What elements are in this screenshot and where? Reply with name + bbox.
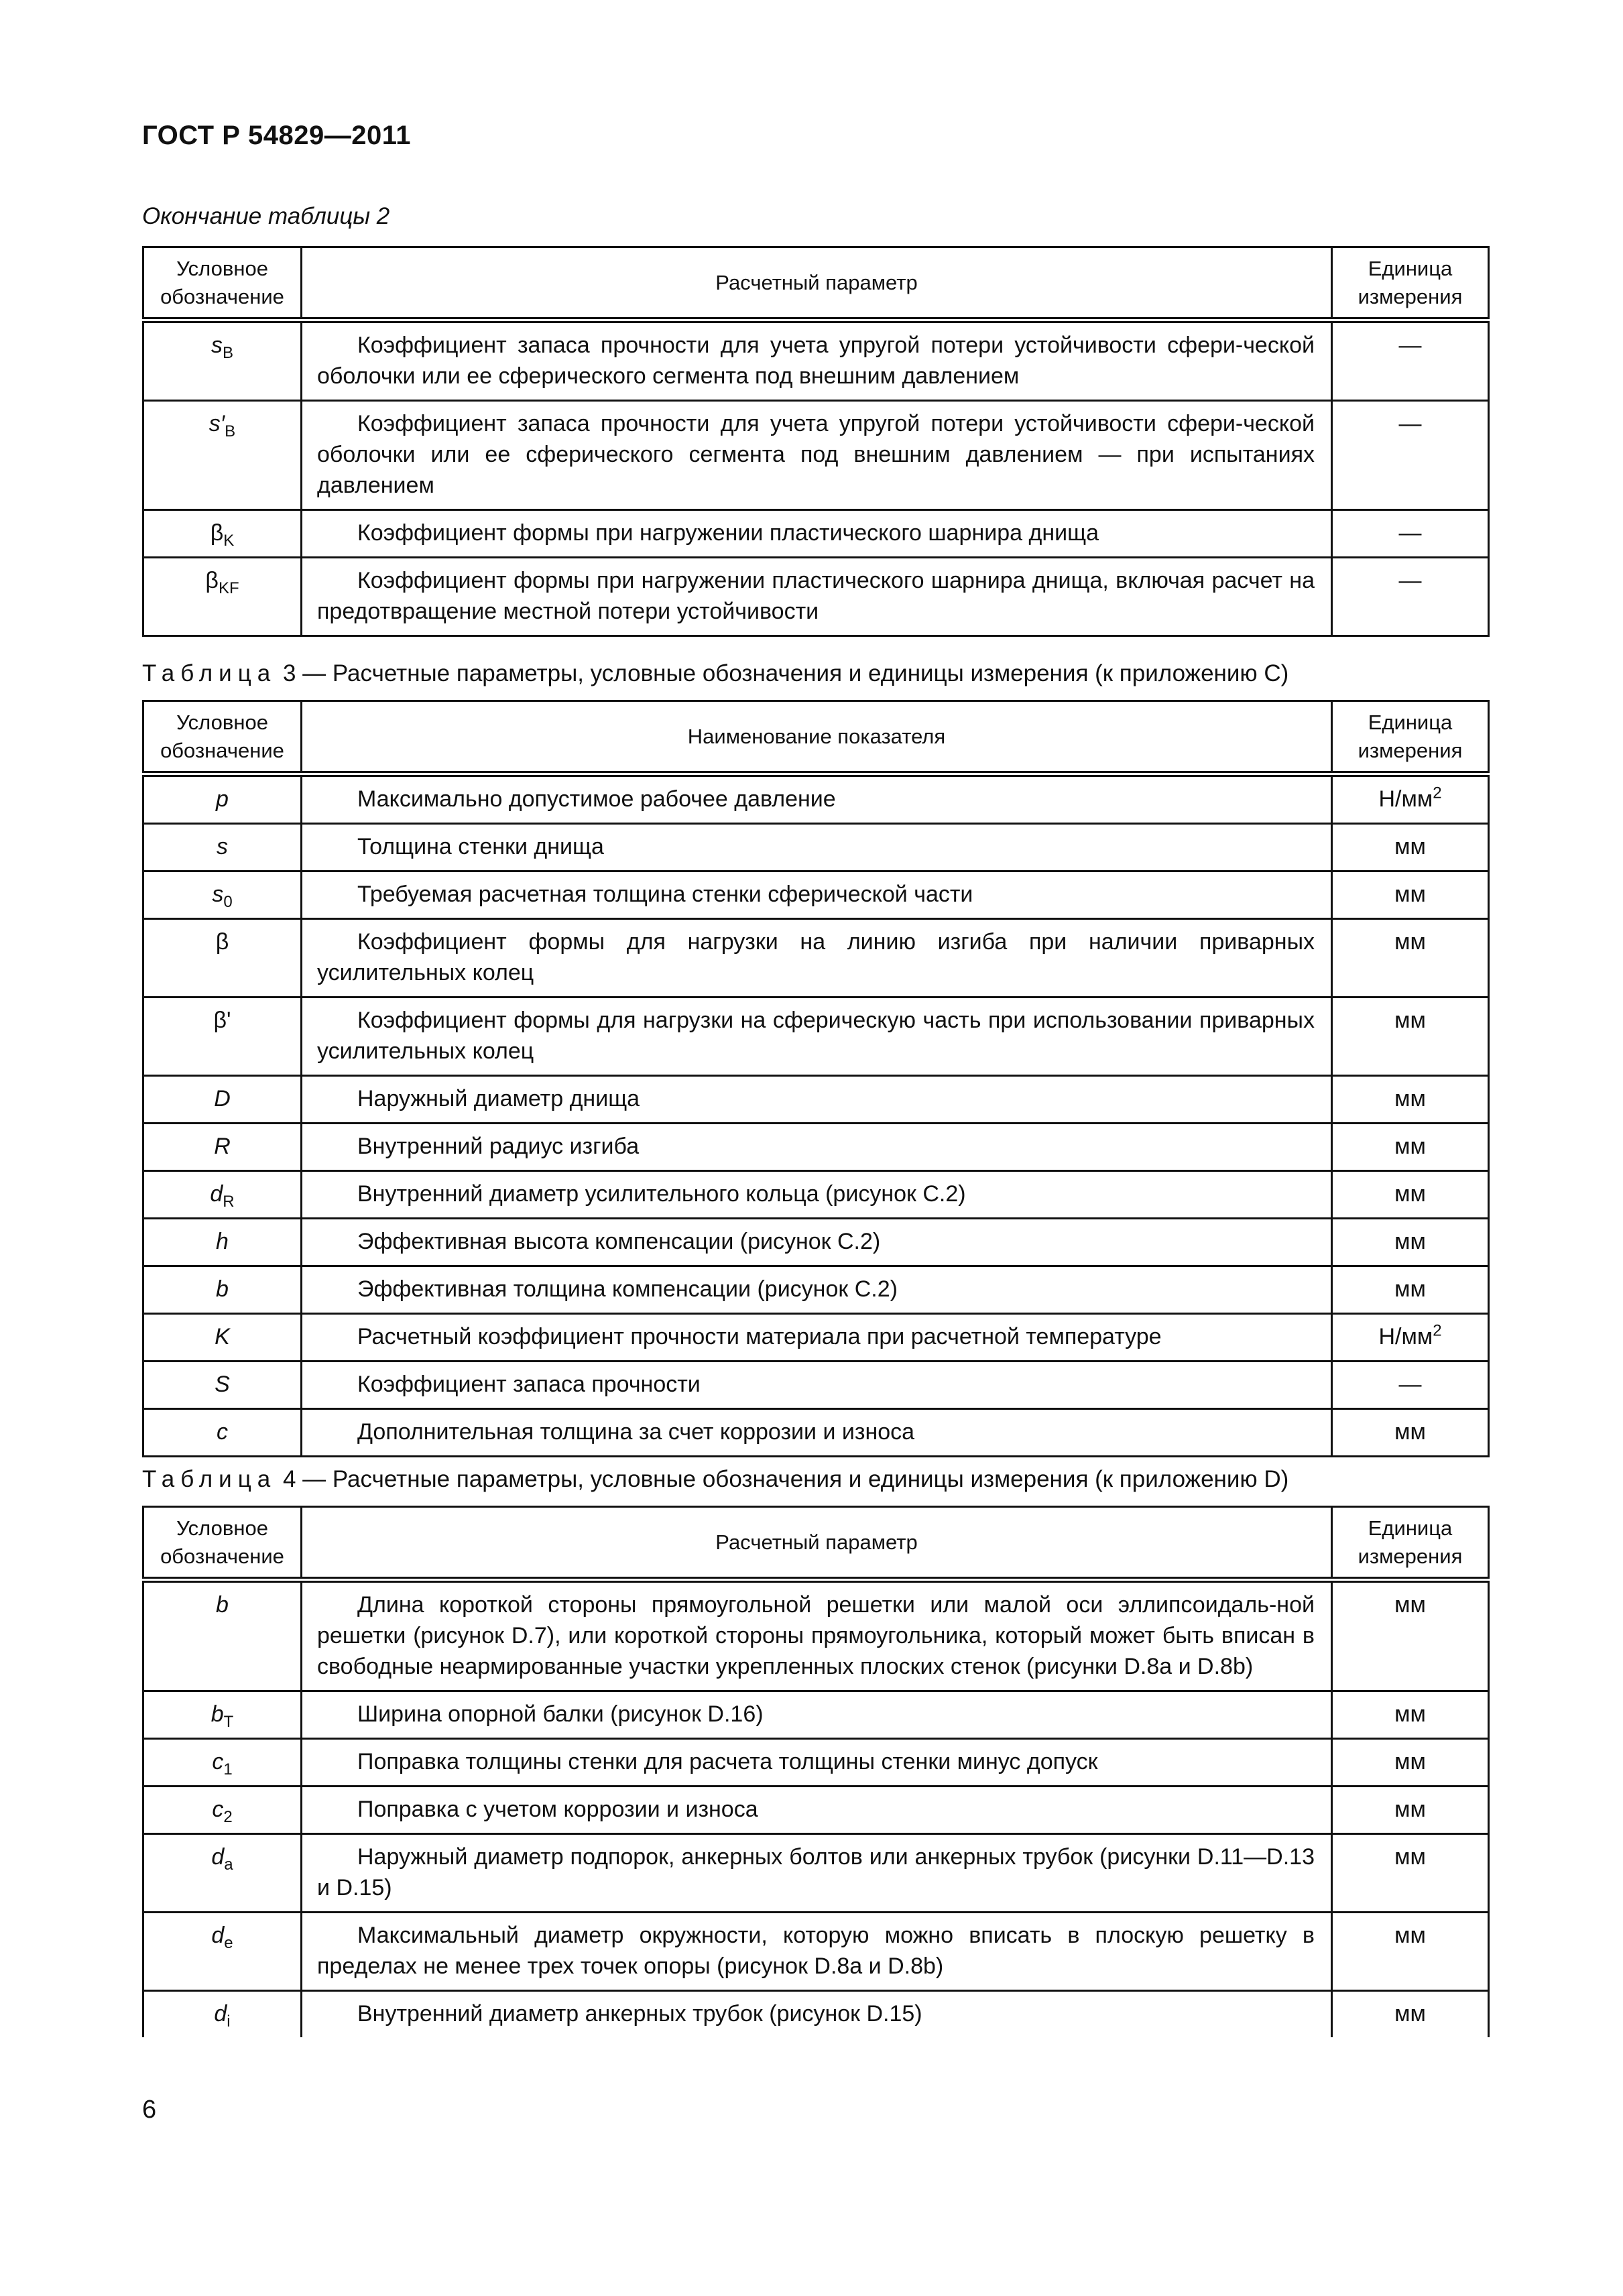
unit-cell: мм [1332,1076,1489,1124]
unit-cell: мм [1332,1739,1489,1787]
table-row [143,871,1489,919]
table2-header-row [143,247,1489,320]
param-cell: Коэффициент формы при нагружении пластического шарнира днища [302,510,1332,558]
symbol-cell: $\beta_K$ [143,510,302,558]
table2 [142,246,1490,637]
symbol-cell: $s_0$ [143,871,302,919]
unit-cell: мм [1332,1171,1489,1219]
unit-cell: — [1332,558,1489,636]
symbol-cell: c [143,1409,302,1457]
table4-header-row [143,1507,1489,1580]
symbol-cell: β' [143,998,302,1076]
symbol-cell: $d_i$ [143,1991,302,2038]
table-row [143,1739,1489,1787]
table-row [143,1913,1489,1991]
table3-header-row [143,701,1489,774]
table4-caption [142,1466,1288,1493]
table2-caption: Окончание таблицы 2 [142,203,390,229]
symbol-cell: p [143,774,302,824]
param-cell: Максимальный диаметр окружности, которую можно вписать в плоскую решетку в пределах не менее трех точек опоры (рисунок D.8a и D.8b) [302,1913,1332,1991]
table4 [142,1506,1490,2037]
page-number: 6 [142,2096,157,2124]
unit-cell: — [1332,401,1489,510]
param-cell: Внутренний радиус изгиба [302,1124,1332,1171]
table-row [143,1266,1489,1314]
param-cell: Коэффициент запаса прочности для учета упругой потери устойчивости сфери-ческой оболочки или ее сферического сегмента под внешним давлением [302,320,1332,401]
param-cell: Требуемая расчетная толщина стенки сферической части [302,871,1332,919]
unit-cell: мм [1332,1787,1489,1834]
unit-cell: мм [1332,1580,1489,1691]
param-cell: Наружный диаметр подпорок, анкерных болтов или анкерных трубок (рисунки D.11—D.13 и D.15) [302,1834,1332,1913]
table3-caption-label: Таблица [142,660,277,686]
param-cell: Поправка с учетом коррозии и износа [302,1787,1332,1834]
param-cell: Длина короткой стороны прямоугольной решетки или малой оси эллипсоидаль-ной решетки (рисунок D.7), или короткой стороны прямоугольника, который может быть вписан в свободные неармированные участки укрепленных плоских стенок (рисунки D.8a и D.8b) [302,1580,1332,1691]
table-row [143,1991,1489,2038]
symbol-cell: s [143,824,302,871]
header-unit: Единица измерения [1332,247,1489,320]
table-row [143,998,1489,1076]
table-row [143,1834,1489,1913]
table-row [143,1219,1489,1266]
unit-cell: мм [1332,1266,1489,1314]
param-cell: Внутренний диаметр усилительного кольца (рисунок С.2) [302,1171,1332,1219]
table-row [143,919,1489,998]
header-param: Расчетный параметр [302,1507,1332,1580]
unit-cell: $Н/мм^2$ [1332,1314,1489,1362]
symbol-cell: β [143,919,302,998]
table-row [143,1580,1489,1691]
param-cell: Коэффициент формы при нагружении пластического шарнира днища, включая расчет на предотвращение местной потери устойчивости [302,558,1332,636]
symbol-cell: D [143,1076,302,1124]
param-cell: Эффективная толщина компенсации (рисунок С.2) [302,1266,1332,1314]
symbol-cell: $s'_B$ [143,401,302,510]
symbol-cell: K [143,1314,302,1362]
table-row [143,1314,1489,1362]
document-id: ГОСТ Р 54829—2011 [142,121,411,150]
unit-cell: — [1332,320,1489,401]
header-symbol: Условное обозначение [143,701,302,774]
header-unit: Единица измерения [1332,701,1489,774]
unit-cell: мм [1332,871,1489,919]
unit-cell: — [1332,1362,1489,1409]
table-row [143,774,1489,824]
table4-caption-label: Таблица [142,1466,277,1492]
symbol-cell: $d_a$ [143,1834,302,1913]
param-cell: Дополнительная толщина за счет коррозии и износа [302,1409,1332,1457]
symbol-cell: $d_e$ [143,1913,302,1991]
unit-cell: мм [1332,1124,1489,1171]
symbol-cell: $d_R$ [143,1171,302,1219]
table-row [143,558,1489,636]
table-row [143,1691,1489,1739]
symbol-cell: R [143,1124,302,1171]
symbol-cell: S [143,1362,302,1409]
unit-cell: мм [1332,1991,1489,2038]
table3-caption [142,660,1288,687]
table3-caption-text: 3 — Расчетные параметры, условные обозначения и единицы измерения (к приложению С) [276,660,1289,686]
unit-cell: $Н/мм^2$ [1332,774,1489,824]
param-cell: Толщина стенки днища [302,824,1332,871]
param-cell: Наружный диаметр днища [302,1076,1332,1124]
param-cell: Коэффициент формы для нагрузки на линию изгиба при наличии приварных усилительных колец [302,919,1332,998]
unit-cell: мм [1332,919,1489,998]
table4-caption-text: 4 — Расчетные параметры, условные обозначения и единицы измерения (к приложению D) [276,1466,1289,1492]
table-row [143,510,1489,558]
header-symbol: Условное обозначение [143,247,302,320]
param-cell: Коэффициент запаса прочности [302,1362,1332,1409]
unit-cell: мм [1332,1691,1489,1739]
symbol-cell: $c_1$ [143,1739,302,1787]
unit-cell: — [1332,510,1489,558]
unit-cell: мм [1332,1409,1489,1457]
unit-cell: мм [1332,1834,1489,1913]
table-row [143,401,1489,510]
param-cell: Эффективная высота компенсации (рисунок С.2) [302,1219,1332,1266]
symbol-cell: b [143,1580,302,1691]
table-row [143,1076,1489,1124]
table-row [143,1124,1489,1171]
header-unit: Единица измерения [1332,1507,1489,1580]
symbol-cell: h [143,1219,302,1266]
unit-cell: мм [1332,824,1489,871]
param-cell: Внутренний диаметр анкерных трубок (рисунок D.15) [302,1991,1332,2038]
table-row [143,1362,1489,1409]
unit-cell: мм [1332,1913,1489,1991]
symbol-cell: $c_2$ [143,1787,302,1834]
symbol-cell: b [143,1266,302,1314]
unit-cell: мм [1332,998,1489,1076]
table-row [143,320,1489,401]
param-cell: Расчетный коэффициент прочности материала при расчетной температуре [302,1314,1332,1362]
param-cell: Коэффициент формы для нагрузки на сферическую часть при использовании приварных усилительных колец [302,998,1332,1076]
unit-cell: мм [1332,1219,1489,1266]
symbol-cell: $b_T$ [143,1691,302,1739]
symbol-cell: $\beta_{KF}$ [143,558,302,636]
table-row [143,824,1489,871]
header-symbol: Условное обозначение [143,1507,302,1580]
param-cell: Коэффициент запаса прочности для учета упругой потери устойчивости сфери-ческой оболочки или ее сферического сегмента под внешним давлением — при испытаниях давлением [302,401,1332,510]
symbol-cell: $s_B$ [143,320,302,401]
param-cell: Ширина опорной балки (рисунок D.16) [302,1691,1332,1739]
param-cell: Поправка толщины стенки для расчета толщины стенки минус допуск [302,1739,1332,1787]
param-cell: Максимально допустимое рабочее давление [302,774,1332,824]
table3 [142,700,1490,1457]
table-row [143,1171,1489,1219]
header-param: Расчетный параметр [302,247,1332,320]
header-param: Наименование показателя [302,701,1332,774]
table-row [143,1787,1489,1834]
table-row [143,1409,1489,1457]
